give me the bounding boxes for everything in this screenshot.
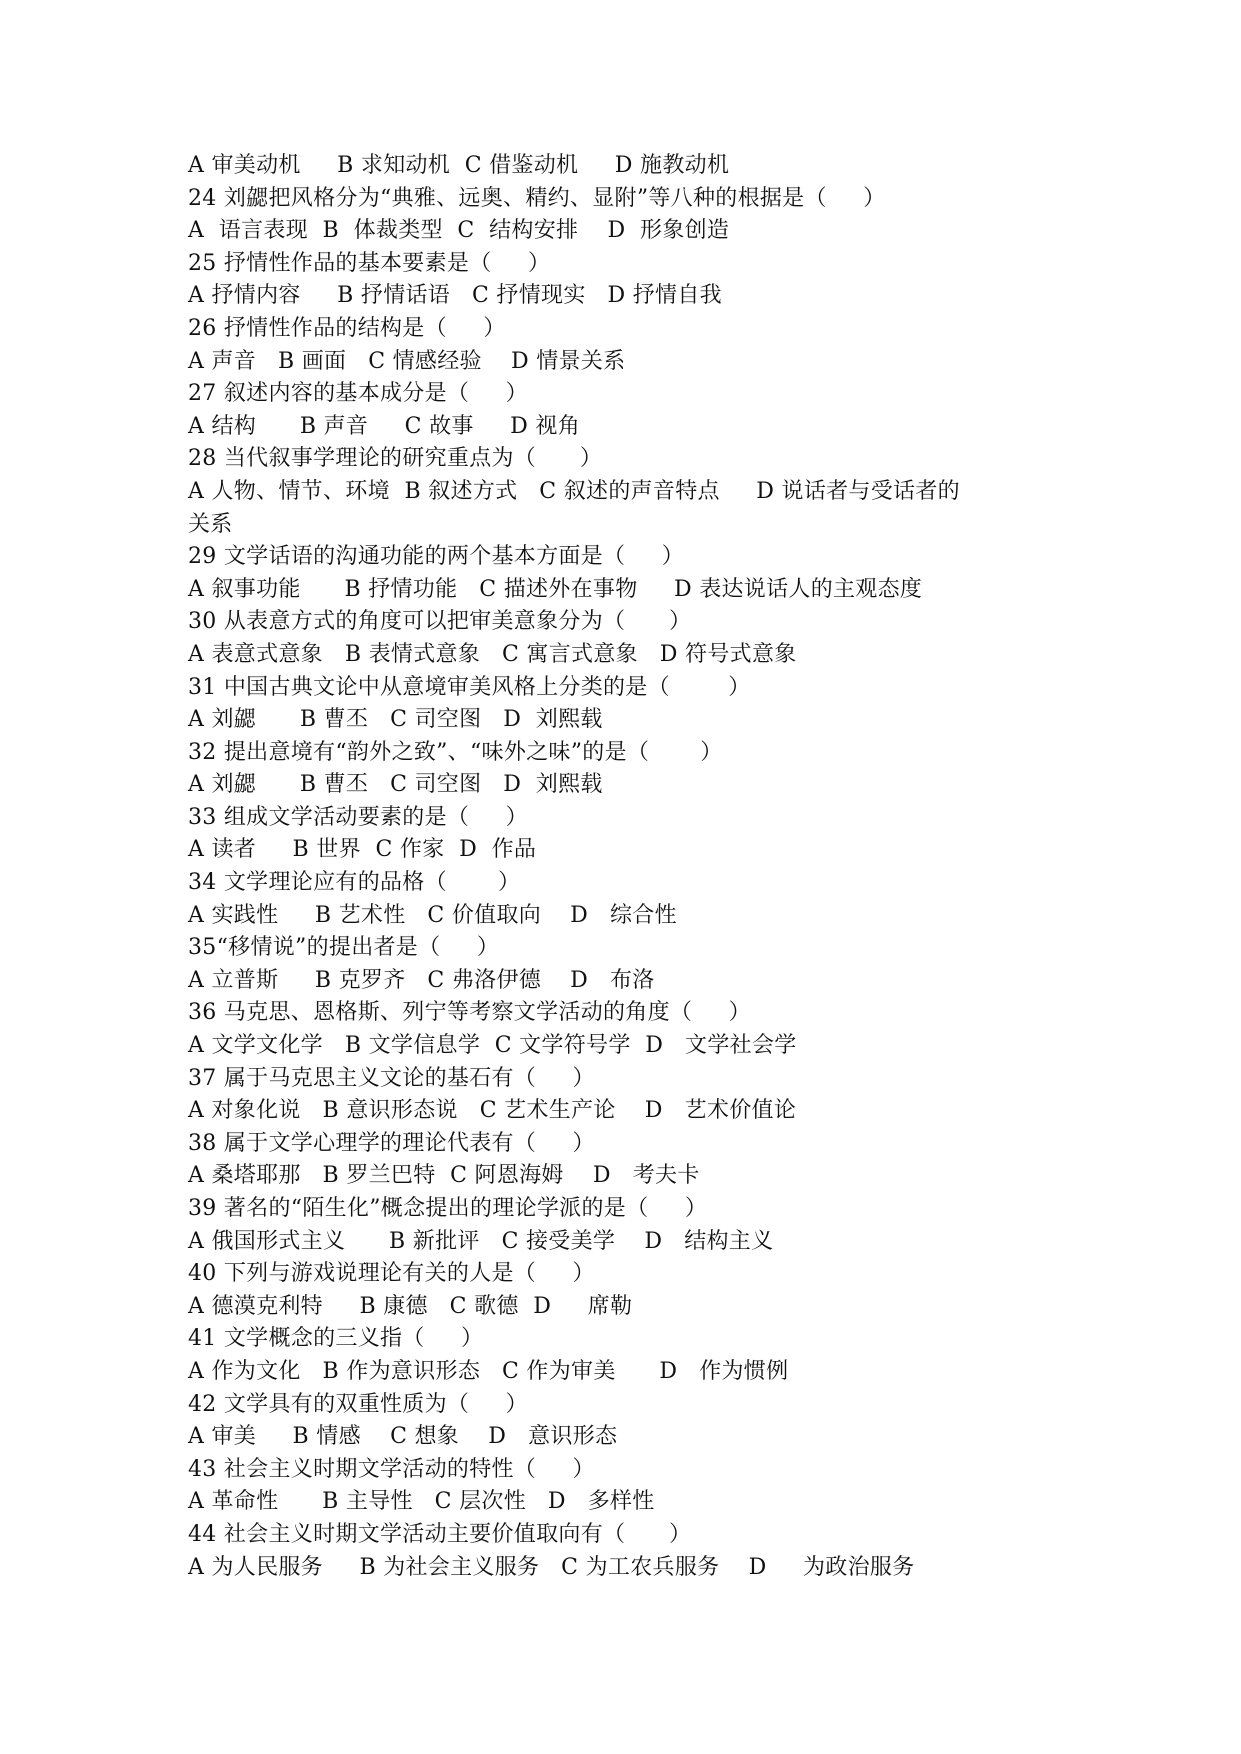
options-line: A 对象化说 B 意识形态说 C 艺术生产论 D 艺术价值论	[188, 1098, 797, 1124]
options-line: A 俄国形式主义 B 新批评 C 接受美学 D 结构主义	[188, 1228, 774, 1254]
question-line: 25 抒情性作品的基本要素是（ ）	[188, 250, 551, 276]
text-line: A 审美动机 B 求知动机 C 借鉴动机 D 施教动机	[188, 153, 730, 178]
options-line: A 结构 B 声音 C 故事 D 视角	[188, 413, 580, 439]
question-line: 24 刘勰把风格分为“典雅、远奥、精约、显附”等八种的根据是（ ）	[188, 185, 886, 211]
options-line: A 审美 B 情感 C 想象 D 意识形态	[188, 1424, 618, 1450]
options-line: A 立普斯 B 克罗齐 C 弗洛伊德 D 布洛	[188, 967, 655, 993]
options-line: A 读者 B 世界 C 作家 D 作品	[188, 837, 537, 863]
options-line: A 表意式意象 B 表情式意象 C 寓言式意象 D 符号式意象	[188, 641, 797, 667]
options-line: A 声音 B 画面 C 情感经验 D 情景关系	[188, 348, 626, 374]
options-line: A 为人民服务 B 为社会主义服务 C 为工农兵服务 D 为政治服务	[188, 1554, 915, 1580]
question-line: 39 著名的“陌生化”概念提出的理论学派的是（ ）	[188, 1196, 708, 1221]
options-line: A 桑塔耶那 B 罗兰巴特 C 阿恩海姆 D 考夫卡	[188, 1163, 700, 1189]
question-line: 42 文学具有的双重性质为（ ）	[188, 1391, 528, 1417]
question-line: 35“移情说”的提出者是（ ）	[188, 935, 500, 961]
options-line: A 革命性 B 主导性 C 层次性 D 多样性	[188, 1489, 655, 1515]
options-line: A 作为文化 B 作为意识形态 C 作为审美 D 作为惯例	[188, 1358, 789, 1384]
question-line: 37 属于马克思主义文论的基石有（ ）	[188, 1065, 595, 1091]
question-line: 32 提出意境有“韵外之致”、“味外之味”的是（ ）	[188, 739, 723, 765]
options-line: A 抒情内容 B 抒情话语 C 抒情现实 D 抒情自我	[188, 283, 722, 309]
question-line: 38 属于文学心理学的理论代表有（ ）	[188, 1130, 595, 1156]
options-line: A 文学文化学 B 文学信息学 C 文学符号学 D 文学社会学	[188, 1033, 797, 1059]
options-line: A 人物、情节、环境 B 叙述方式 C 叙述的声音特点 D 说话者与受话者的	[188, 478, 960, 504]
question-line: 26 抒情性作品的结构是（ ）	[188, 315, 506, 341]
options-line: A 德漠克利特 B 康德 C 歌德 D 席勒	[188, 1293, 633, 1319]
question-line: 31 中国古典文论中从意境审美风格上分类的是（ ）	[188, 674, 751, 700]
question-line: 41 文学概念的三义指（ ）	[188, 1326, 484, 1352]
question-line: 27 叙述内容的基本成分是（ ）	[188, 381, 528, 407]
options-line: A 实践性 B 艺术性 C 价值取向 D 综合性	[188, 902, 677, 928]
question-line: 33 组成文学活动要素的是（ ）	[188, 804, 528, 830]
question-line: 44 社会主义时期文学活动主要价值取向有（ ）	[188, 1521, 692, 1547]
question-line: 34 文学理论应有的品格（ ）	[188, 870, 521, 896]
options-line-continued: 关系	[188, 511, 233, 537]
question-line: 43 社会主义时期文学活动的特性（ ）	[188, 1456, 595, 1482]
options-line: A 刘勰 B 曹丕 C 司空图 D 刘熙载	[188, 772, 603, 798]
question-list	[188, 150, 1068, 1584]
options-line: A 叙事功能 B 抒情功能 C 描述外在事物 D 表达说话人的主观态度	[188, 576, 923, 602]
options-line: A 刘勰 B 曹丕 C 司空图 D 刘熙载	[188, 707, 603, 733]
question-line: 30 从表意方式的角度可以把审美意象分为（ ）	[188, 609, 692, 635]
question-line: 28 当代叙事学理论的研究重点为（ ）	[188, 446, 603, 472]
options-line: A 语言表现 B 体裁类型 C 结构安排 D 形象创造	[188, 218, 730, 244]
question-line: 29 文学话语的沟通功能的两个基本方面是（ ）	[188, 544, 685, 570]
question-line: 36 马克思、恩格斯、列宁等考察文学活动的角度（ ）	[188, 1000, 751, 1026]
question-line: 40 下列与游戏说理论有关的人是（ ）	[188, 1261, 595, 1287]
